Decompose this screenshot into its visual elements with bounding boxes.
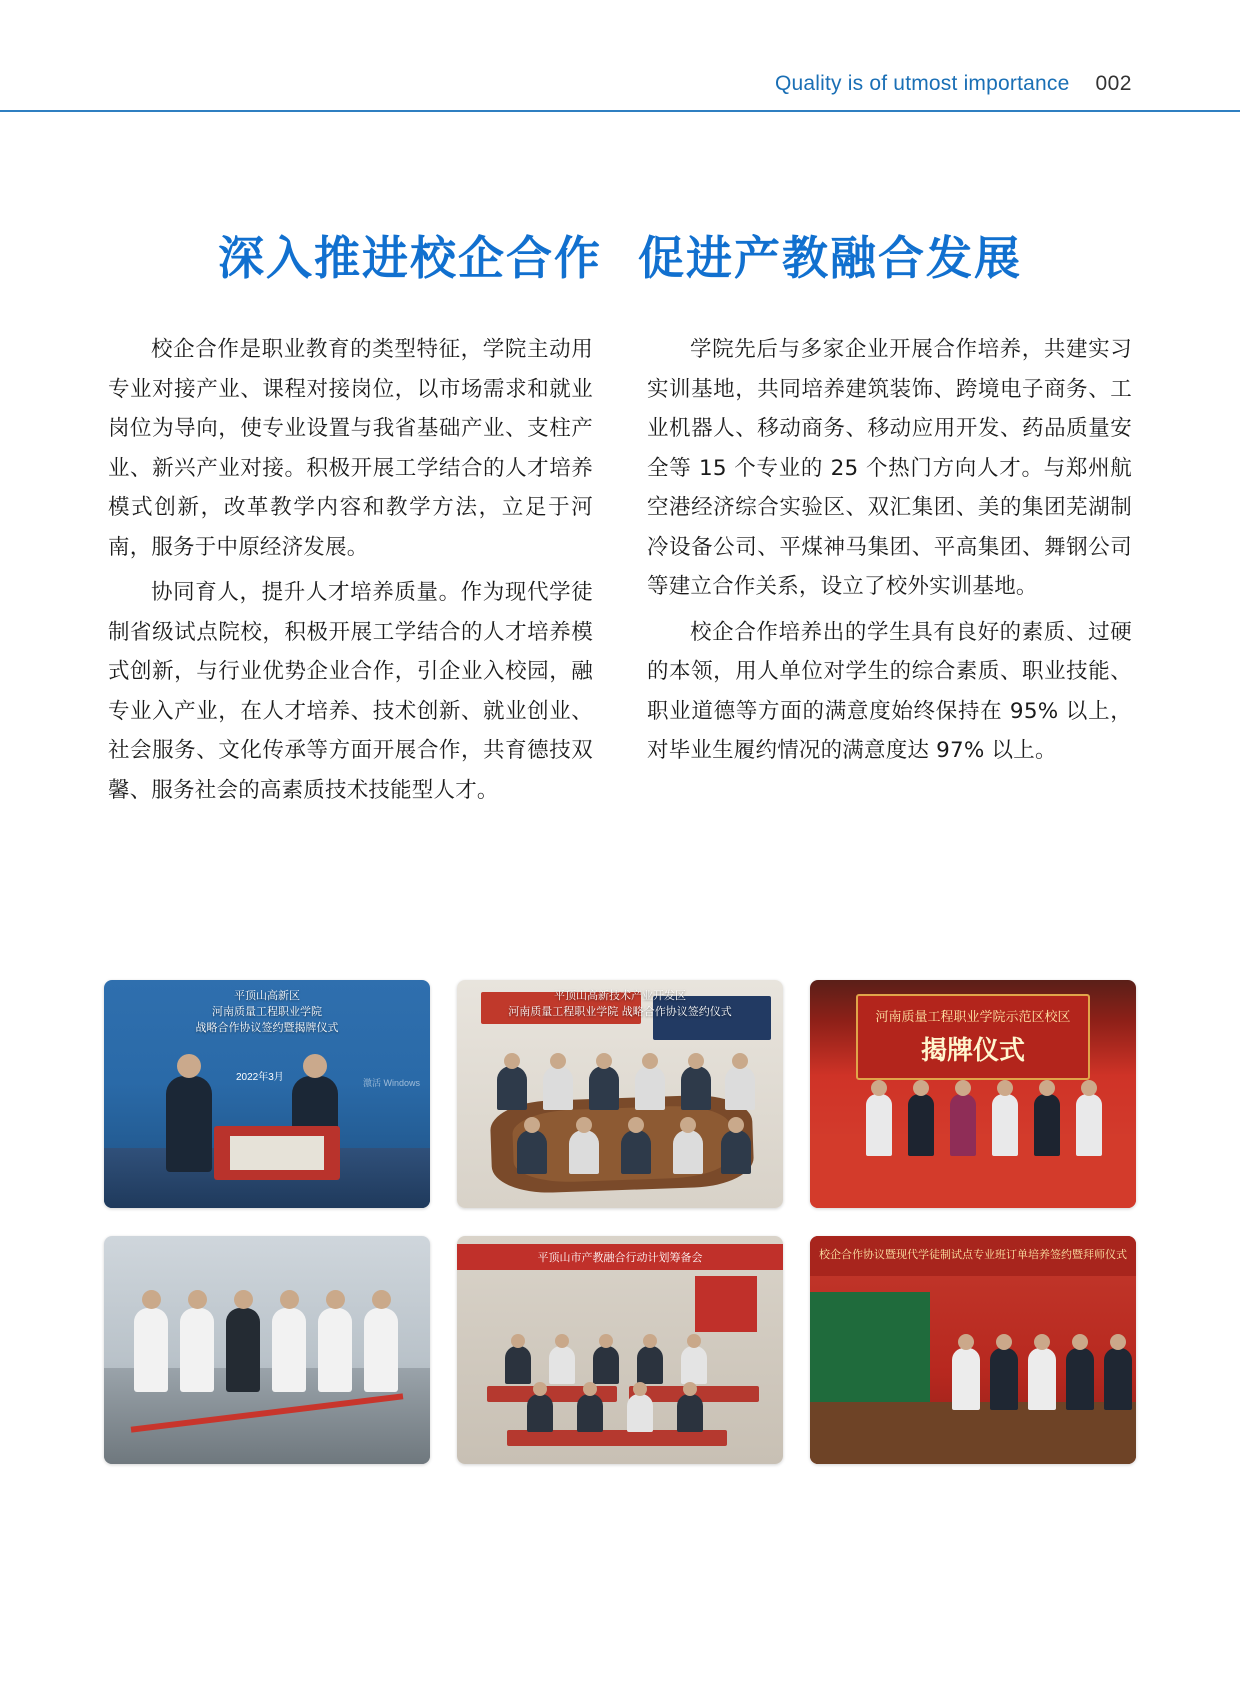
person-figure bbox=[593, 1346, 619, 1384]
paragraph: 校企合作培养出的学生具有良好的素质、过硬的本领，用人单位对学生的综合素质、职业技能、职业道德等方面的满意度始终保持在 95% 以上，对毕业生履约情况的满意度达 97% 以上。 bbox=[647, 619, 1132, 763]
person-figure bbox=[318, 1308, 352, 1392]
ceremony-table bbox=[214, 1126, 340, 1180]
banner-text: 平顶山市产教融合行动计划筹备会 bbox=[537, 1251, 703, 1264]
photo-caption bbox=[457, 988, 783, 1020]
person-figure bbox=[180, 1308, 214, 1392]
header-title: Quality is of utmost importance bbox=[774, 72, 1070, 95]
person-figure bbox=[637, 1346, 663, 1384]
person-figure bbox=[1104, 1348, 1132, 1410]
text-column-left bbox=[108, 330, 593, 816]
article-body bbox=[108, 330, 1132, 816]
meeting-desk bbox=[507, 1430, 727, 1446]
person-figure bbox=[364, 1308, 398, 1392]
banner-text: 校企合作协议暨现代学徒制试点专业班订单培养签约暨拜师仪式 bbox=[819, 1248, 1127, 1261]
person-figure bbox=[517, 1130, 547, 1174]
green-panel bbox=[810, 1292, 930, 1412]
paragraph: 校企合作是职业教育的类型特征，学院主动用专业对接产业、课程对接岗位，以市场需求和就业岗位为导向，使专业设置与我省基础产业、支柱产业、新兴产业对接。积极开展工学结合的人才培养模式创新，改革教学内容和教学方法，立足于河南，服务于中原经济发展。 bbox=[108, 337, 593, 560]
person-figure bbox=[627, 1394, 653, 1432]
person-figure bbox=[527, 1394, 553, 1432]
person-figure bbox=[1034, 1094, 1060, 1156]
person-figure bbox=[1028, 1348, 1056, 1410]
header-inner bbox=[775, 72, 1132, 96]
person-figure bbox=[272, 1308, 306, 1392]
caption-line: 河南质量工程职业学院 bbox=[212, 1005, 322, 1018]
photo-caption bbox=[104, 988, 430, 1036]
person-figure bbox=[635, 1066, 665, 1110]
person-figure bbox=[952, 1348, 980, 1410]
page-number: 002 bbox=[1095, 72, 1132, 95]
person-figure bbox=[721, 1130, 751, 1174]
page-header bbox=[0, 0, 1240, 112]
person-figure bbox=[497, 1066, 527, 1110]
paragraph: 学院先后与多家企业开展合作培养，共建实习实训基地，共同培养建筑装饰、跨境电子商务、工业机器人、移动商务、移动应用开发、药品质量安全等 15 个专业的 25 个热门方向人才。与郑州航空港经济综合实验区、双汇集团、美的集团芜湖制冷设备公司、平煤神马集团、平高集团、舞钢公司等建立合作关系，设立了校外实训基地。 bbox=[647, 337, 1132, 599]
person-figure bbox=[950, 1094, 976, 1156]
photo-workshop-inspection bbox=[104, 1236, 430, 1464]
caption-line: 战略合作协议签约暨揭牌仪式 bbox=[195, 1021, 339, 1034]
person-figure bbox=[543, 1066, 573, 1110]
person-figure bbox=[134, 1308, 168, 1392]
person-figure bbox=[505, 1346, 531, 1384]
person-figure bbox=[589, 1066, 619, 1110]
person-figure bbox=[681, 1066, 711, 1110]
caption-line: 平顶山高新技术产业开发区 bbox=[554, 989, 686, 1002]
header-divider bbox=[0, 110, 1240, 112]
backdrop-headline: 揭牌仪式 bbox=[920, 1036, 1025, 1066]
caption-line: 平顶山高新区 bbox=[234, 989, 300, 1002]
caption-line: 河南质量工程职业学院 战略合作协议签约仪式 bbox=[508, 1005, 732, 1018]
ceremony-banner bbox=[810, 1236, 1136, 1276]
person-figure bbox=[1076, 1094, 1102, 1156]
red-banner bbox=[457, 1244, 783, 1270]
person-figure bbox=[992, 1094, 1018, 1156]
watermark-text: 激活 Windows bbox=[362, 1078, 420, 1088]
photo-banner-meeting-room bbox=[457, 1236, 783, 1464]
person-figure bbox=[166, 1076, 212, 1172]
front-desk bbox=[810, 1402, 1136, 1464]
person-figure bbox=[908, 1094, 934, 1156]
text-column-right bbox=[647, 330, 1132, 816]
photo-signing-ceremony-stage bbox=[104, 980, 430, 1208]
photo-unveiling-ceremony-red bbox=[810, 980, 1136, 1208]
person-figure bbox=[569, 1130, 599, 1174]
photo-conference-table-meeting bbox=[457, 980, 783, 1208]
person-figure bbox=[577, 1394, 603, 1432]
person-figure bbox=[673, 1130, 703, 1174]
article-title: 深入推进校企合作 促进产教融合发展 bbox=[217, 231, 1023, 285]
backdrop-subtitle: 河南质量工程职业学院示范区校区 bbox=[875, 1010, 1071, 1025]
photo-hall-signing-ceremony bbox=[810, 1236, 1136, 1464]
person-figure bbox=[990, 1348, 1018, 1410]
person-figure bbox=[677, 1394, 703, 1432]
person-figure bbox=[681, 1346, 707, 1384]
person-figure bbox=[226, 1308, 260, 1392]
person-figure bbox=[725, 1066, 755, 1110]
person-figure bbox=[549, 1346, 575, 1384]
person-figure bbox=[1066, 1348, 1094, 1410]
person-figure bbox=[866, 1094, 892, 1156]
photo-date-overlay: 2022年3月 bbox=[236, 1072, 284, 1083]
photo-grid bbox=[104, 980, 1136, 1464]
person-figure bbox=[621, 1130, 651, 1174]
party-flag bbox=[695, 1276, 757, 1332]
paragraph: 协同育人，提升人才培养质量。作为现代学徒制省级试点院校，积极开展工学结合的人才培养模式创新，与行业优势企业合作，引企业入校园，融专业入产业，在人才培养、技术创新、就业创业、社会服务、文化传承等方面开展合作，共育德技双馨、服务社会的高素质技术技能型人才。 bbox=[108, 580, 593, 803]
